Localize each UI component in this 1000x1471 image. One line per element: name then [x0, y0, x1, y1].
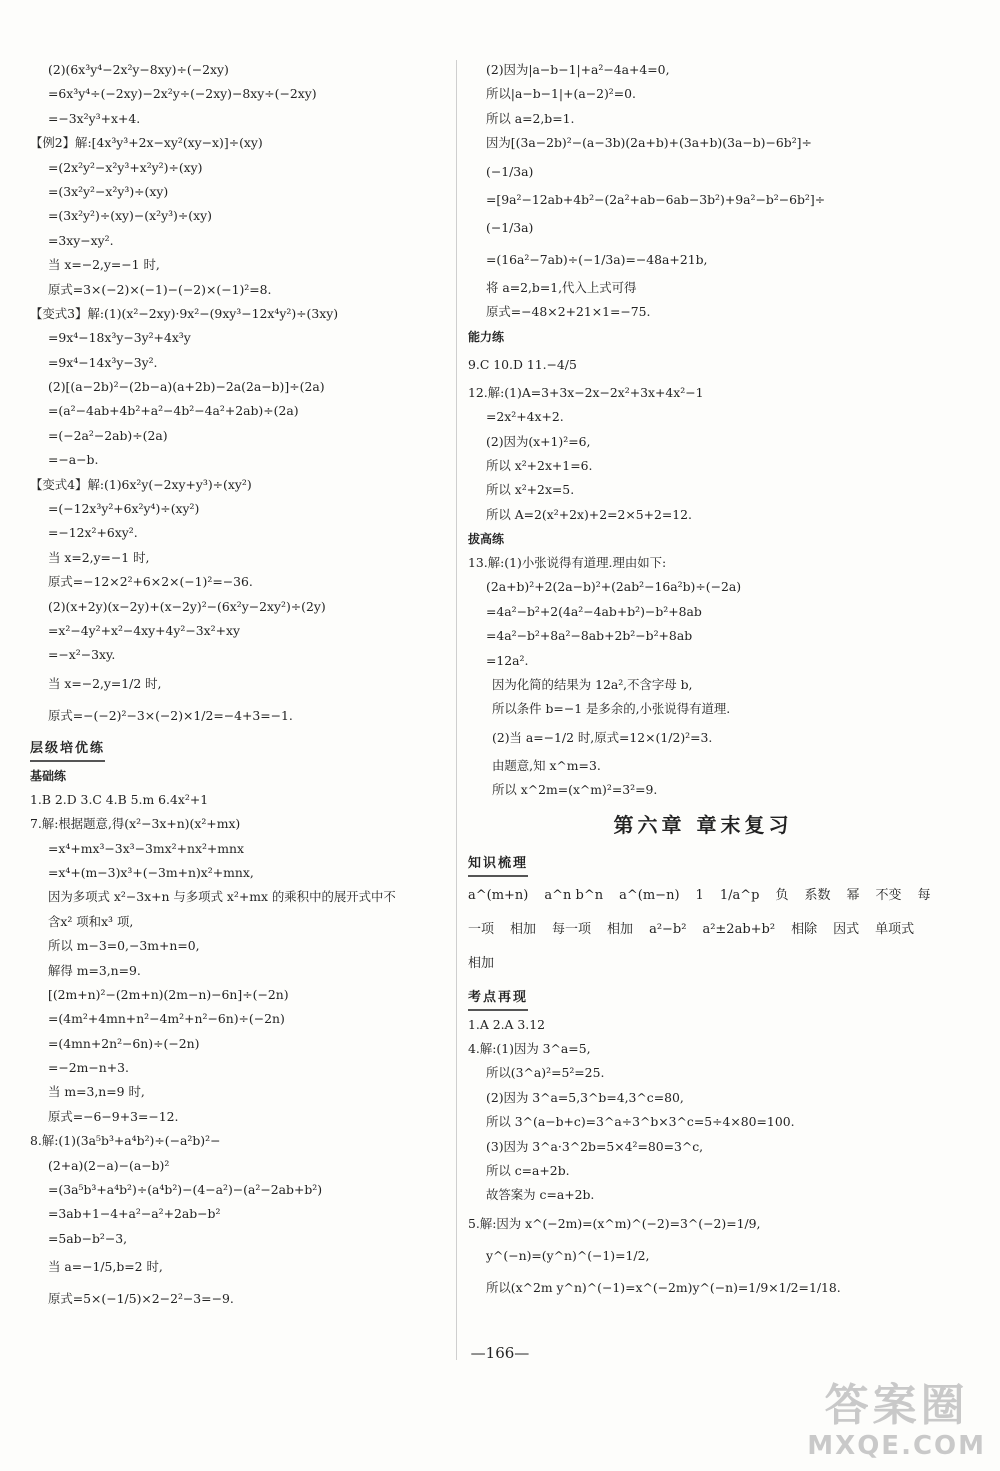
text-line: 因为[(3a−2b)²−(a−3b)(2a+b)+(3a+b)(3a−b)−6b²]÷	[486, 135, 812, 151]
text-line: 因为多项式 x²−3x+n 与多项式 x²+mx 的乘积中的展开式中不	[48, 889, 396, 905]
text-line: 8.解:(1)(3a⁵b³+a⁴b²)÷(−a²b)²−	[30, 1133, 221, 1149]
text-line: (−1/3a)	[486, 163, 534, 179]
text-line: =x⁴+(m−3)x³+(−3m+n)x²+mnx,	[48, 864, 254, 880]
knowledge-term: 1/a^p	[719, 887, 760, 903]
text-line: 原式=−48×2+21×1=−75.	[486, 304, 651, 320]
text-line: 将 a=2,b=1,代入上式可得	[486, 279, 637, 295]
text-line: 12.解:(1)A=3+3x−2x−2x²+3x+4x²−1	[468, 384, 704, 400]
text-line: 当 x=2,y=−1 时,	[48, 549, 150, 565]
text-line: 所以(x^2m y^n)^(−1)=x^(−2m)y^(−n)=1/9×1/2=1/18.	[486, 1279, 841, 1295]
text-line: 所以 x^2m=(x^m)²=3²=9.	[492, 782, 658, 798]
text-line: 解得 m=3,n=9.	[48, 962, 141, 978]
text-line: 【变式3】解:(1)(x²−2xy)·9x²−(9xy³−12x⁴y²)÷(3xy)	[30, 305, 339, 321]
text-line: 原式=3×(−2)×(−1)−(−2)×(−1)²=8.	[48, 281, 272, 297]
text-line: 【变式4】解:(1)6x²y(−2xy+y³)÷(xy²)	[30, 476, 252, 492]
text-line: =(−2a²−2ab)÷(2a)	[48, 427, 168, 443]
text-line: 4.解:(1)因为 3^a=5,	[468, 1040, 591, 1056]
right-column	[468, 58, 938, 1304]
section-heading-wrap	[468, 981, 938, 1013]
text-line: (−1/3a)	[486, 219, 534, 235]
knowledge-term: a^n b^n	[544, 887, 604, 903]
sub-heading: 基础练	[30, 768, 67, 783]
text-line: 5.解:因为 x^(−2m)=(x^m)^(−2)=3^(−2)=1/9,	[468, 1215, 761, 1231]
text-line: =12a².	[486, 652, 529, 668]
knowledge-term: a²±2ab+b²	[702, 921, 776, 937]
text-line: 原式=−(−2)²−3×(−2)×1/2=−4+3=−1.	[48, 707, 293, 723]
text-line: =(2x²y²−x²y³+x²y²)÷(xy)	[48, 159, 203, 175]
page-number: —166—	[470, 1344, 530, 1362]
text-line: 原式=5×(−1/5)×2−2²−3=−9.	[48, 1291, 234, 1307]
text-line: =−3x²y³+x+4.	[48, 110, 141, 126]
text-line: 所以 x²+2x+1=6.	[486, 457, 593, 473]
text-line: =3xy−xy².	[48, 232, 114, 248]
text-line: (2a+b)²+2(2a−b)²+(2ab²−16a²b)÷(−2a)	[486, 579, 742, 595]
text-line: =4a²−b²+8a²−8ab+2b²−b²+8ab	[486, 628, 693, 644]
text-line: =(3a⁵b³+a⁴b²)÷(a⁴b²)−(4−a²)−(a²−2ab+b²)	[48, 1182, 323, 1198]
section-heading: 考点再现	[468, 987, 528, 1011]
text-line: y^(−n)=(y^n)^(−1)=1/2,	[486, 1247, 650, 1263]
text-line: =(16a²−7ab)÷(−1/3a)=−48a+21b,	[486, 251, 708, 267]
text-line: =−a−b.	[48, 452, 99, 468]
text-line: 7.解:根据题意,得(x²−3x+n)(x²+mx)	[30, 816, 241, 832]
text-line: 故答案为 c=a+2b.	[486, 1187, 595, 1203]
text-line: (2)因为(x+1)²=6,	[486, 433, 591, 449]
knowledge-term: 每一项	[552, 921, 592, 937]
text-line: 所以 A=2(x²+2x)+2=2×5+2=12.	[486, 506, 692, 522]
column-divider	[456, 60, 457, 1360]
text-line: =x²−4y²+x²−4xy+4y²−3x²+xy	[48, 622, 240, 638]
text-line: =2x²+4x+2.	[486, 409, 564, 425]
text-line: 当 x=−2,y=1/2 时,	[48, 675, 162, 691]
text-line: =(4m²+4mn+n²−4m²+n²−6n)÷(−2n)	[48, 1011, 285, 1027]
knowledge-term: 因式	[833, 921, 860, 937]
section-heading: 层级培优练	[30, 738, 105, 762]
text-line: 当 a=−1/5,b=2 时,	[48, 1259, 163, 1275]
knowledge-term: 负	[775, 887, 789, 903]
sub-heading: 拔高练	[468, 532, 505, 547]
knowledge-term: a^(m−n)	[619, 887, 680, 903]
text-line: 所以 c=a+2b.	[486, 1162, 570, 1178]
knowledge-term: 相除	[791, 921, 818, 937]
chapter-title: 第六章 章末复习	[613, 812, 793, 837]
text-line: 当 x=−2,y=−1 时,	[48, 257, 160, 273]
text-line: 所以 x²+2x=5.	[486, 482, 575, 498]
text-line: [(2m+n)²−(2m+n)(2m−n)−6n]÷(−2n)	[48, 986, 289, 1002]
sub-heading: 能力练	[468, 329, 505, 344]
text-line: (3)因为 3^a·3^2b=5×4²=80=3^c,	[486, 1138, 704, 1154]
text-line: =5ab−b²−3,	[48, 1230, 128, 1246]
text-line: =(a²−4ab+4b²+a²−4b²−4a²+2ab)÷(2a)	[48, 403, 299, 419]
watermark-text: 答案圈	[824, 1380, 969, 1431]
watermark-url: MXQE.COM	[807, 1431, 986, 1461]
text-line: 所以(3^a)²=5²=25.	[486, 1065, 605, 1081]
text-line: (2)[(a−2b)²−(2b−a)(a+2b)−2a(2a−b)]÷(2a)	[48, 379, 325, 395]
knowledge-term: 相加	[510, 921, 537, 937]
text-line: =9x⁴−14x³y−3y².	[48, 354, 158, 370]
text-line: =(4mn+2n²−6n)÷(−2n)	[48, 1035, 200, 1051]
text-line: 所以 a=2,b=1.	[486, 110, 575, 126]
text-line: 13.解:(1)小张说得有道理.理由如下:	[468, 555, 667, 571]
text-line: =−x²−3xy.	[48, 647, 116, 663]
watermark-logo	[807, 1381, 986, 1461]
text-line: (2)(x+2y)(x−2y)+(x−2y)²−(6x²y−2xy²)÷(2y)	[48, 598, 326, 614]
text-line: 所以|a−b−1|+(a−2)²=0.	[486, 86, 636, 102]
text-line: 含x² 项和x³ 项,	[48, 913, 134, 929]
knowledge-term: a²−b²	[649, 921, 687, 937]
knowledge-terms	[468, 879, 938, 981]
knowledge-term: 系数	[804, 887, 831, 903]
text-line: 原式=−12×2²+6×2×(−1)²=−36.	[48, 574, 253, 590]
text-line: 所以 3^(a−b+c)=3^a÷3^b×3^c=5÷4×80=100.	[486, 1114, 795, 1130]
text-line: =−2m−n+3.	[48, 1060, 129, 1076]
text-line: =4a²−b²+2(4a²−4ab+b²)−b²+8ab	[486, 603, 702, 619]
knowledge-term: 不变	[875, 887, 902, 903]
text-line: 由题意,知 x^m=3.	[492, 757, 601, 773]
text-line: =6x³y⁴÷(−2xy)−2x²y÷(−2xy)−8xy÷(−2xy)	[48, 86, 317, 102]
knowledge-term: a^(m+n)	[468, 887, 529, 903]
text-line: (2+a)(2−a)−(a−b)²	[48, 1157, 170, 1173]
knowledge-term: 幂	[846, 887, 860, 903]
left-column	[30, 58, 448, 1315]
text-line: =x⁴+mx³−3x³−3mx²+nx²+mnx	[48, 840, 245, 856]
section-heading: 知识梳理	[468, 853, 528, 877]
text-line: 原式=−6−9+3=−12.	[48, 1108, 179, 1124]
text-line: =[9a²−12ab+4b²−(2a²+ab−6ab−3b²)+9a²−b²−6b²]÷	[486, 191, 826, 207]
text-line: =−12x²+6xy².	[48, 525, 138, 541]
section-heading-wrap	[468, 847, 938, 879]
text-line: =(−12x³y²+6x²y⁴)÷(xy²)	[48, 501, 200, 517]
section-heading-wrap	[30, 732, 448, 764]
text-line: 1.A 2.A 3.12	[468, 1016, 546, 1032]
text-line: =(3x²y²−x²y³)÷(xy)	[48, 183, 169, 199]
knowledge-term: 相加	[607, 921, 634, 937]
text-line: (2)因为 3^a=5,3^b=4,3^c=80,	[486, 1089, 684, 1105]
text-line: =3ab+1−4+a²−a²+2ab−b²	[48, 1206, 221, 1222]
knowledge-term: 1	[695, 887, 704, 903]
knowledge-term: 每一项	[468, 887, 931, 937]
text-line: (2)(6x³y⁴−2x²y−8xy)÷(−2xy)	[48, 62, 229, 77]
text-line: =(3x²y²)÷(xy)−(x²y³)÷(xy)	[48, 208, 212, 224]
text-line: 1.B 2.D 3.C 4.B 5.m 6.4x²+1	[30, 791, 209, 807]
text-line: 因为化简的结果为 12a²,不含字母 b,	[492, 677, 693, 693]
text-line: (2)因为|a−b−1|+a²−4a+4=0,	[486, 62, 670, 77]
text-line: (2)当 a=−1/2 时,原式=12×(1/2)²=3.	[492, 729, 713, 745]
text-line: 当 m=3,n=9 时,	[48, 1084, 145, 1100]
text-line: 【例2】解:[4x³y³+2x−xy²(xy−x)]÷(xy)	[30, 135, 263, 151]
text-line: 所以 m−3=0,−3m+n=0,	[48, 938, 200, 954]
text-line: =9x⁴−18x³y−3y²+4x³y	[48, 330, 191, 346]
text-line: 所以条件 b=−1 是多余的,小张说得有道理.	[492, 701, 731, 717]
text-line: 9.C 10.D 11.−4/5	[468, 356, 577, 372]
knowledge-term: 单项式	[875, 921, 915, 937]
knowledge-term: 相加	[468, 955, 495, 971]
